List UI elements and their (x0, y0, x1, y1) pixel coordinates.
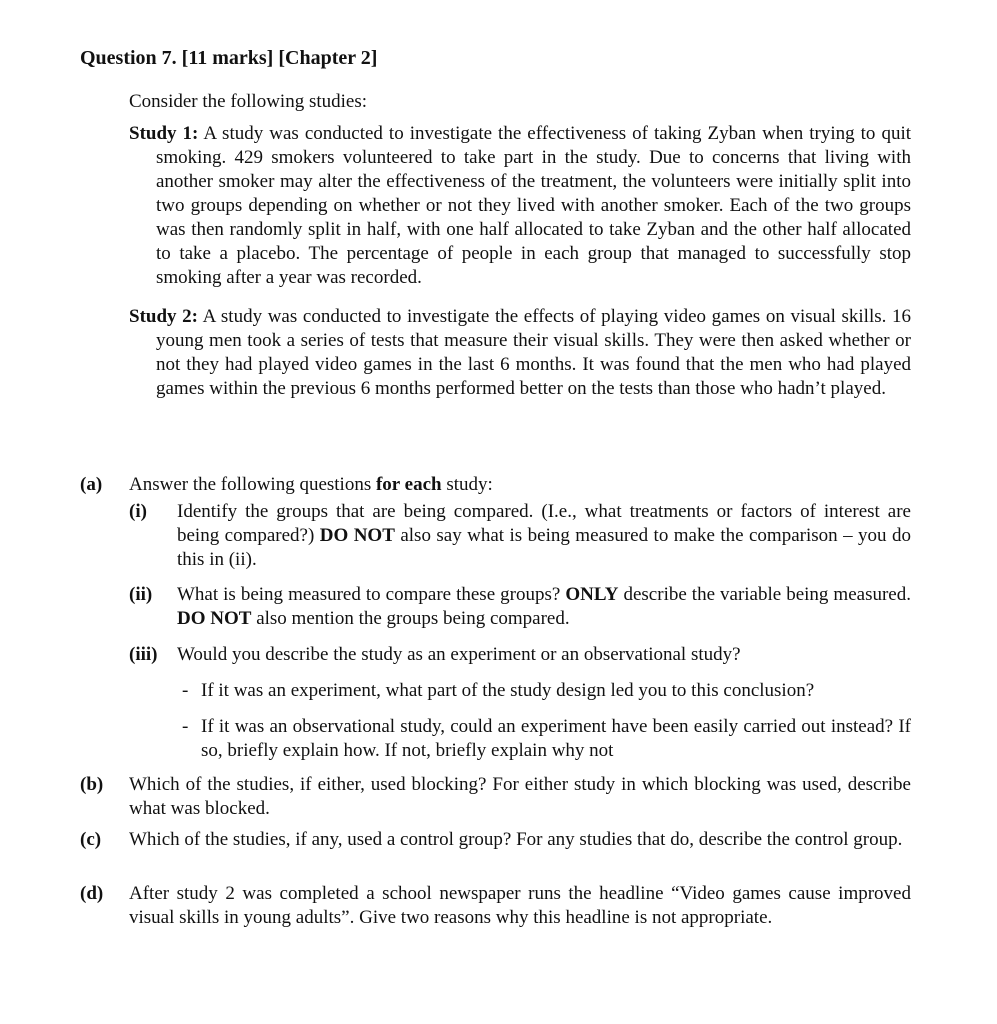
study-1-label: Study 1: (129, 123, 199, 144)
part-a-i-text-1: Identify the groups that are being compared. (I.e., what treatments or factors of interest are being compared?) (177, 501, 911, 546)
part-d-text: After study 2 was completed a school newspaper runs the headline “Video games cause improved visual skills in young adults”. Give two reasons why this headline is not appropriate. (129, 883, 911, 928)
study-1-paragraph (129, 122, 911, 290)
part-b-text: Which of the studies, if either, used blocking? For either study in which blocking was used, describe what was blocked. (129, 774, 911, 819)
study-1-text: A study was conducted to investigate the effectiveness of taking Zyban when trying to quit smoking. 429 smokers volunteered to take part in the study. Due to concerns that living with another smoker may alter the effectiveness of the treatment, the volunteers were initially split into two groups depending on whether or not they lived with another smoker. Each of the two groups was then randomly split in half, with one half allocated to take Zyban and the other half allocated to take a placebo. The percentage of people in each group that managed to successfully stop smoking after a year was recorded. (156, 123, 912, 288)
part-a-iii-bullet-1: If it was an experiment, what part of the study design led you to this conclusion? (201, 680, 815, 701)
bullet-dash-icon: - (182, 680, 189, 701)
part-a-iii-text: Would you describe the study as an experiment or an observational study? (177, 644, 741, 665)
part-a-emphasis: for each (375, 474, 442, 495)
part-a-text (129, 473, 911, 497)
part-a-text-before: Answer the following questions (129, 474, 376, 495)
part-a-ii-text-2: describe the variable being measured. (618, 584, 911, 605)
part-b-label: (b) (80, 774, 104, 795)
study-1 (129, 122, 911, 290)
study-2-text: A study was conducted to investigate the effects of playing video games on visual skills. 16 young men took a series of tests that measure their visual skills. They were then asked whether or not they had played video games in the last 6 months. It was found that the men who had played games within the previous 6 months performed better on the tests than those who hadn’t played. (156, 306, 911, 399)
part-a-i-text-2: also say what is being measured to make the comparison – you do this in (ii). (177, 525, 911, 570)
part-a-label: (a) (80, 474, 103, 495)
study-2-paragraph (129, 305, 911, 401)
part-a-iii-label: (iii) (129, 644, 158, 665)
intro-text: Consider the following studies: (129, 91, 368, 112)
part-a-ii-emphasis-2: DO NOT (177, 608, 252, 629)
part-a-ii-label: (ii) (129, 584, 153, 605)
part-a-i-label: (i) (129, 501, 147, 522)
part-a-i-text (177, 500, 911, 572)
part-c-label: (c) (80, 829, 102, 850)
part-a-ii-text-3: also mention the groups being compared. (251, 608, 570, 629)
part-d-label: (d) (80, 883, 104, 904)
part-a-ii-emphasis-1: ONLY (565, 584, 619, 605)
part-a-i-emphasis: DO NOT (319, 525, 395, 546)
part-c-text: Which of the studies, if any, used a control group? For any studies that do, describe the control group. (129, 829, 903, 850)
part-a-text-after: study: (441, 474, 493, 495)
part-a-ii-text-1: What is being measured to compare these groups? (177, 584, 566, 605)
bullet-dash-icon: - (182, 716, 189, 737)
part-a-iii-bullet-2: If it was an observational study, could an experiment have been easily carried out instead? If so, briefly explain how. If not, briefly explain why not (201, 716, 911, 761)
study-2 (129, 305, 911, 401)
question-title: Question 7. [11 marks] [Chapter 2] (80, 47, 378, 69)
part-a-ii-text (177, 583, 911, 631)
study-2-label: Study 2: (129, 306, 198, 327)
